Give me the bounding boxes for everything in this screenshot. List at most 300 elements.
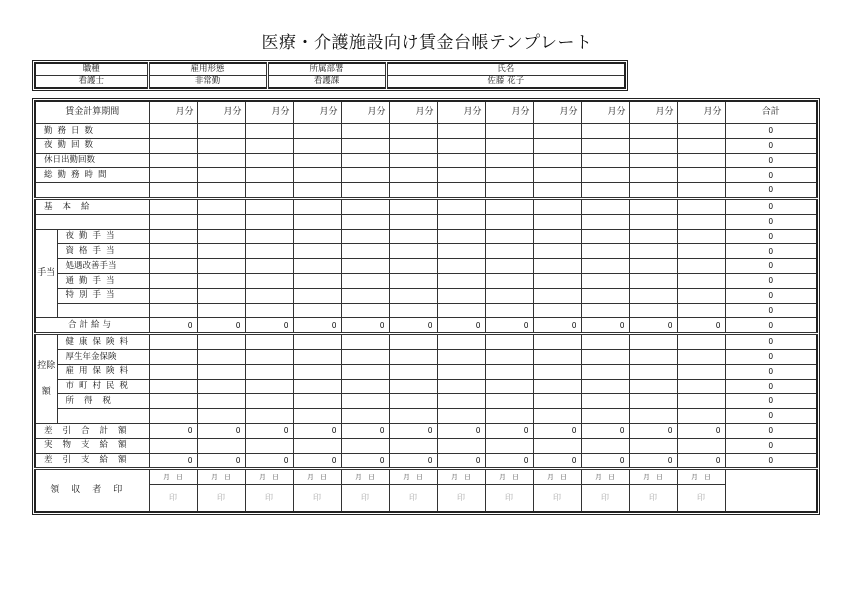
month-8-cell[interactable] (485, 364, 533, 379)
month-3-cell[interactable]: 0 (245, 423, 293, 438)
month-3-cell[interactable]: 0 (245, 318, 293, 334)
month-6-cell[interactable] (389, 379, 437, 394)
month-3-cell[interactable] (245, 153, 293, 168)
month-1-cell[interactable] (149, 214, 197, 229)
month-1-cell[interactable] (149, 334, 197, 350)
month-2-cell[interactable] (197, 229, 245, 244)
month-5-cell[interactable] (341, 273, 389, 288)
month-5-cell[interactable] (341, 409, 389, 424)
month-4-cell[interactable]: 0 (293, 453, 341, 469)
month-11-cell[interactable] (629, 214, 677, 229)
month-1-cell[interactable] (149, 438, 197, 453)
month-8-cell[interactable] (485, 198, 533, 214)
employee-name-value[interactable]: 佐藤 花子 (386, 76, 625, 89)
month-12-cell[interactable] (677, 198, 725, 214)
month-7-cell[interactable] (437, 198, 485, 214)
month-2-cell[interactable] (197, 288, 245, 303)
receipt-date-cell[interactable]: 月 日 (485, 469, 533, 485)
month-9-cell[interactable] (533, 214, 581, 229)
receipt-stamp-cell[interactable]: 印 (245, 485, 293, 513)
month-10-cell[interactable] (581, 153, 629, 168)
month-8-cell[interactable] (485, 168, 533, 183)
month-6-cell[interactable] (389, 198, 437, 214)
month-1-cell[interactable] (149, 138, 197, 153)
month-2-cell[interactable] (197, 438, 245, 453)
month-7-cell[interactable]: 0 (437, 318, 485, 334)
month-5-cell[interactable] (341, 303, 389, 318)
month-12-cell[interactable] (677, 349, 725, 364)
month-5-cell[interactable] (341, 349, 389, 364)
month-9-cell[interactable] (533, 138, 581, 153)
month-5-cell[interactable] (341, 259, 389, 274)
month-1-cell[interactable] (149, 394, 197, 409)
receipt-date-cell[interactable]: 月 日 (677, 469, 725, 485)
month-12-cell[interactable] (677, 153, 725, 168)
month-11-cell[interactable]: 0 (629, 318, 677, 334)
month-1-cell[interactable] (149, 303, 197, 318)
month-12-cell[interactable] (677, 259, 725, 274)
month-6-cell[interactable] (389, 394, 437, 409)
month-11-cell[interactable] (629, 364, 677, 379)
receipt-stamp-cell[interactable]: 印 (437, 485, 485, 513)
month-10-cell[interactable] (581, 438, 629, 453)
month-2-cell[interactable]: 0 (197, 423, 245, 438)
month-1-cell[interactable] (149, 288, 197, 303)
month-12-cell[interactable] (677, 288, 725, 303)
month-5-cell[interactable]: 0 (341, 453, 389, 469)
receipt-stamp-cell[interactable]: 印 (677, 485, 725, 513)
receipt-stamp-cell[interactable]: 印 (629, 485, 677, 513)
month-1-cell[interactable] (149, 349, 197, 364)
month-10-cell[interactable]: 0 (581, 318, 629, 334)
month-1-cell[interactable] (149, 273, 197, 288)
month-10-cell[interactable] (581, 183, 629, 199)
month-3-cell[interactable] (245, 168, 293, 183)
month-8-cell[interactable] (485, 153, 533, 168)
month-9-cell[interactable] (533, 259, 581, 274)
receipt-date-cell[interactable]: 月 日 (149, 469, 197, 485)
receipt-stamp-cell[interactable]: 印 (485, 485, 533, 513)
month-12-cell[interactable] (677, 214, 725, 229)
month-3-cell[interactable]: 0 (245, 453, 293, 469)
month-9-cell[interactable] (533, 379, 581, 394)
receipt-stamp-cell[interactable]: 印 (581, 485, 629, 513)
month-7-cell[interactable] (437, 303, 485, 318)
receipt-date-cell[interactable]: 月 日 (245, 469, 293, 485)
month-11-cell[interactable] (629, 183, 677, 199)
month-3-cell[interactable] (245, 229, 293, 244)
month-8-cell[interactable] (485, 288, 533, 303)
month-6-cell[interactable] (389, 214, 437, 229)
receipt-date-cell[interactable]: 月 日 (629, 469, 677, 485)
month-9-cell[interactable] (533, 364, 581, 379)
month-10-cell[interactable] (581, 303, 629, 318)
month-8-cell[interactable] (485, 349, 533, 364)
month-4-cell[interactable] (293, 229, 341, 244)
month-2-cell[interactable] (197, 364, 245, 379)
month-5-cell[interactable] (341, 229, 389, 244)
month-7-cell[interactable]: 0 (437, 453, 485, 469)
month-9-cell[interactable]: 0 (533, 453, 581, 469)
receipt-stamp-cell[interactable]: 印 (149, 485, 197, 513)
month-4-cell[interactable] (293, 364, 341, 379)
month-4-cell[interactable] (293, 379, 341, 394)
month-11-cell[interactable] (629, 124, 677, 139)
month-4-cell[interactable] (293, 214, 341, 229)
month-2-cell[interactable] (197, 168, 245, 183)
month-2-cell[interactable] (197, 124, 245, 139)
month-7-cell[interactable] (437, 364, 485, 379)
month-12-cell[interactable]: 0 (677, 453, 725, 469)
month-12-cell[interactable] (677, 273, 725, 288)
month-5-cell[interactable] (341, 438, 389, 453)
month-11-cell[interactable]: 0 (629, 453, 677, 469)
month-2-cell[interactable] (197, 183, 245, 199)
month-8-cell[interactable] (485, 124, 533, 139)
month-10-cell[interactable] (581, 349, 629, 364)
month-4-cell[interactable] (293, 244, 341, 259)
month-4-cell[interactable] (293, 138, 341, 153)
month-3-cell[interactable] (245, 259, 293, 274)
month-9-cell[interactable] (533, 124, 581, 139)
month-9-cell[interactable]: 0 (533, 318, 581, 334)
month-1-cell[interactable]: 0 (149, 423, 197, 438)
month-9-cell[interactable] (533, 438, 581, 453)
month-5-cell[interactable]: 0 (341, 318, 389, 334)
month-6-cell[interactable] (389, 273, 437, 288)
month-7-cell[interactable] (437, 168, 485, 183)
month-11-cell[interactable] (629, 138, 677, 153)
month-12-cell[interactable] (677, 409, 725, 424)
month-8-cell[interactable] (485, 229, 533, 244)
month-4-cell[interactable] (293, 394, 341, 409)
month-12-cell[interactable] (677, 303, 725, 318)
receipt-date-cell[interactable]: 月 日 (437, 469, 485, 485)
month-6-cell[interactable]: 0 (389, 423, 437, 438)
month-5-cell[interactable]: 0 (341, 423, 389, 438)
month-1-cell[interactable] (149, 409, 197, 424)
month-2-cell[interactable] (197, 244, 245, 259)
month-11-cell[interactable] (629, 394, 677, 409)
month-8-cell[interactable] (485, 259, 533, 274)
month-6-cell[interactable] (389, 153, 437, 168)
month-3-cell[interactable] (245, 244, 293, 259)
month-5-cell[interactable] (341, 168, 389, 183)
month-6-cell[interactable] (389, 303, 437, 318)
month-10-cell[interactable] (581, 334, 629, 350)
month-11-cell[interactable] (629, 303, 677, 318)
month-5-cell[interactable] (341, 244, 389, 259)
month-7-cell[interactable] (437, 244, 485, 259)
month-11-cell[interactable] (629, 409, 677, 424)
month-6-cell[interactable] (389, 244, 437, 259)
month-6-cell[interactable] (389, 334, 437, 350)
month-1-cell[interactable] (149, 379, 197, 394)
month-4-cell[interactable] (293, 409, 341, 424)
month-8-cell[interactable] (485, 409, 533, 424)
month-10-cell[interactable] (581, 138, 629, 153)
month-12-cell[interactable] (677, 334, 725, 350)
month-11-cell[interactable] (629, 259, 677, 274)
month-4-cell[interactable] (293, 288, 341, 303)
month-10-cell[interactable] (581, 244, 629, 259)
month-12-cell[interactable]: 0 (677, 318, 725, 334)
receipt-date-cell[interactable]: 月 日 (389, 469, 437, 485)
receipt-date-cell[interactable]: 月 日 (533, 469, 581, 485)
month-10-cell[interactable]: 0 (581, 453, 629, 469)
month-1-cell[interactable] (149, 259, 197, 274)
month-3-cell[interactable] (245, 138, 293, 153)
month-11-cell[interactable] (629, 379, 677, 394)
month-5-cell[interactable] (341, 288, 389, 303)
receipt-date-cell[interactable]: 月 日 (293, 469, 341, 485)
month-8-cell[interactable] (485, 273, 533, 288)
month-10-cell[interactable] (581, 379, 629, 394)
month-4-cell[interactable] (293, 259, 341, 274)
month-9-cell[interactable] (533, 349, 581, 364)
month-9-cell[interactable] (533, 288, 581, 303)
month-12-cell[interactable] (677, 379, 725, 394)
month-4-cell[interactable] (293, 168, 341, 183)
month-5-cell[interactable] (341, 214, 389, 229)
month-10-cell[interactable] (581, 259, 629, 274)
month-1-cell[interactable] (149, 168, 197, 183)
month-9-cell[interactable] (533, 244, 581, 259)
month-6-cell[interactable] (389, 229, 437, 244)
month-6-cell[interactable] (389, 124, 437, 139)
receipt-stamp-cell[interactable]: 印 (341, 485, 389, 513)
month-3-cell[interactable] (245, 124, 293, 139)
month-8-cell[interactable] (485, 183, 533, 199)
month-11-cell[interactable] (629, 198, 677, 214)
month-6-cell[interactable] (389, 349, 437, 364)
month-12-cell[interactable] (677, 394, 725, 409)
month-5-cell[interactable] (341, 379, 389, 394)
month-12-cell[interactable]: 0 (677, 423, 725, 438)
month-9-cell[interactable]: 0 (533, 423, 581, 438)
month-7-cell[interactable] (437, 153, 485, 168)
month-4-cell[interactable] (293, 124, 341, 139)
month-2-cell[interactable] (197, 153, 245, 168)
month-4-cell[interactable] (293, 153, 341, 168)
month-1-cell[interactable] (149, 183, 197, 199)
month-11-cell[interactable] (629, 168, 677, 183)
month-7-cell[interactable] (437, 259, 485, 274)
month-4-cell[interactable] (293, 349, 341, 364)
job-type-value[interactable]: 看護士 (35, 76, 148, 89)
month-7-cell[interactable] (437, 438, 485, 453)
month-2-cell[interactable]: 0 (197, 318, 245, 334)
month-7-cell[interactable]: 0 (437, 423, 485, 438)
month-5-cell[interactable] (341, 364, 389, 379)
month-12-cell[interactable] (677, 438, 725, 453)
receipt-date-cell[interactable]: 月 日 (581, 469, 629, 485)
month-8-cell[interactable] (485, 244, 533, 259)
month-7-cell[interactable] (437, 409, 485, 424)
month-8-cell[interactable] (485, 394, 533, 409)
month-2-cell[interactable] (197, 138, 245, 153)
month-9-cell[interactable] (533, 168, 581, 183)
month-8-cell[interactable] (485, 334, 533, 350)
month-1-cell[interactable] (149, 153, 197, 168)
month-5-cell[interactable] (341, 198, 389, 214)
month-1-cell[interactable]: 0 (149, 318, 197, 334)
month-10-cell[interactable] (581, 229, 629, 244)
month-7-cell[interactable] (437, 229, 485, 244)
month-2-cell[interactable] (197, 334, 245, 350)
month-3-cell[interactable] (245, 379, 293, 394)
month-4-cell[interactable] (293, 198, 341, 214)
month-8-cell[interactable]: 0 (485, 318, 533, 334)
month-6-cell[interactable]: 0 (389, 453, 437, 469)
month-10-cell[interactable] (581, 409, 629, 424)
month-12-cell[interactable] (677, 183, 725, 199)
month-4-cell[interactable] (293, 334, 341, 350)
month-6-cell[interactable] (389, 288, 437, 303)
month-11-cell[interactable] (629, 288, 677, 303)
month-11-cell[interactable] (629, 273, 677, 288)
month-11-cell[interactable] (629, 229, 677, 244)
month-7-cell[interactable] (437, 349, 485, 364)
month-7-cell[interactable] (437, 273, 485, 288)
month-12-cell[interactable] (677, 168, 725, 183)
month-1-cell[interactable]: 0 (149, 453, 197, 469)
month-10-cell[interactable] (581, 394, 629, 409)
month-2-cell[interactable] (197, 198, 245, 214)
month-3-cell[interactable] (245, 183, 293, 199)
month-2-cell[interactable] (197, 214, 245, 229)
month-4-cell[interactable] (293, 303, 341, 318)
month-1-cell[interactable] (149, 364, 197, 379)
month-3-cell[interactable] (245, 409, 293, 424)
month-11-cell[interactable] (629, 349, 677, 364)
month-8-cell[interactable] (485, 303, 533, 318)
month-4-cell[interactable] (293, 183, 341, 199)
month-2-cell[interactable]: 0 (197, 453, 245, 469)
month-9-cell[interactable] (533, 153, 581, 168)
month-11-cell[interactable]: 0 (629, 423, 677, 438)
month-11-cell[interactable] (629, 438, 677, 453)
receipt-stamp-cell[interactable]: 印 (197, 485, 245, 513)
month-1-cell[interactable] (149, 198, 197, 214)
month-12-cell[interactable] (677, 244, 725, 259)
month-3-cell[interactable] (245, 364, 293, 379)
month-4-cell[interactable]: 0 (293, 318, 341, 334)
month-7-cell[interactable] (437, 183, 485, 199)
month-10-cell[interactable] (581, 198, 629, 214)
month-9-cell[interactable] (533, 409, 581, 424)
month-10-cell[interactable] (581, 273, 629, 288)
month-5-cell[interactable] (341, 124, 389, 139)
month-7-cell[interactable] (437, 394, 485, 409)
month-2-cell[interactable] (197, 379, 245, 394)
month-7-cell[interactable] (437, 124, 485, 139)
receipt-date-cell[interactable]: 月 日 (341, 469, 389, 485)
month-12-cell[interactable] (677, 124, 725, 139)
month-9-cell[interactable] (533, 183, 581, 199)
month-1-cell[interactable] (149, 244, 197, 259)
month-10-cell[interactable]: 0 (581, 423, 629, 438)
month-6-cell[interactable] (389, 259, 437, 274)
month-10-cell[interactable] (581, 214, 629, 229)
month-5-cell[interactable] (341, 334, 389, 350)
month-8-cell[interactable]: 0 (485, 423, 533, 438)
month-6-cell[interactable]: 0 (389, 318, 437, 334)
month-11-cell[interactable] (629, 244, 677, 259)
month-8-cell[interactable] (485, 214, 533, 229)
month-12-cell[interactable] (677, 138, 725, 153)
month-2-cell[interactable] (197, 273, 245, 288)
month-10-cell[interactable] (581, 288, 629, 303)
month-6-cell[interactable] (389, 438, 437, 453)
month-8-cell[interactable] (485, 138, 533, 153)
month-8-cell[interactable] (485, 379, 533, 394)
month-4-cell[interactable] (293, 273, 341, 288)
month-2-cell[interactable] (197, 349, 245, 364)
receipt-date-cell[interactable]: 月 日 (197, 469, 245, 485)
month-10-cell[interactable] (581, 124, 629, 139)
month-7-cell[interactable] (437, 138, 485, 153)
month-9-cell[interactable] (533, 334, 581, 350)
month-12-cell[interactable] (677, 364, 725, 379)
month-8-cell[interactable]: 0 (485, 453, 533, 469)
month-3-cell[interactable] (245, 303, 293, 318)
month-5-cell[interactable] (341, 138, 389, 153)
month-11-cell[interactable] (629, 153, 677, 168)
month-3-cell[interactable] (245, 288, 293, 303)
receipt-stamp-cell[interactable]: 印 (293, 485, 341, 513)
month-9-cell[interactable] (533, 229, 581, 244)
month-3-cell[interactable] (245, 334, 293, 350)
month-3-cell[interactable] (245, 214, 293, 229)
month-4-cell[interactable] (293, 438, 341, 453)
month-1-cell[interactable] (149, 229, 197, 244)
month-9-cell[interactable] (533, 198, 581, 214)
month-3-cell[interactable] (245, 394, 293, 409)
month-3-cell[interactable] (245, 438, 293, 453)
month-1-cell[interactable] (149, 124, 197, 139)
month-5-cell[interactable] (341, 183, 389, 199)
month-7-cell[interactable] (437, 334, 485, 350)
month-12-cell[interactable] (677, 229, 725, 244)
month-3-cell[interactable] (245, 273, 293, 288)
month-8-cell[interactable] (485, 438, 533, 453)
month-6-cell[interactable] (389, 364, 437, 379)
month-9-cell[interactable] (533, 303, 581, 318)
month-9-cell[interactable] (533, 273, 581, 288)
receipt-stamp-cell[interactable]: 印 (389, 485, 437, 513)
month-3-cell[interactable] (245, 349, 293, 364)
month-7-cell[interactable] (437, 214, 485, 229)
month-11-cell[interactable] (629, 334, 677, 350)
month-6-cell[interactable] (389, 138, 437, 153)
month-4-cell[interactable]: 0 (293, 423, 341, 438)
department-value[interactable]: 看護課 (267, 76, 386, 89)
month-6-cell[interactable] (389, 183, 437, 199)
month-2-cell[interactable] (197, 409, 245, 424)
month-6-cell[interactable] (389, 168, 437, 183)
month-10-cell[interactable] (581, 364, 629, 379)
month-6-cell[interactable] (389, 409, 437, 424)
month-5-cell[interactable] (341, 153, 389, 168)
month-7-cell[interactable] (437, 288, 485, 303)
month-10-cell[interactable] (581, 168, 629, 183)
month-2-cell[interactable] (197, 303, 245, 318)
month-5-cell[interactable] (341, 394, 389, 409)
month-7-cell[interactable] (437, 379, 485, 394)
employment-type-value[interactable]: 非常勤 (148, 76, 267, 89)
month-2-cell[interactable] (197, 259, 245, 274)
